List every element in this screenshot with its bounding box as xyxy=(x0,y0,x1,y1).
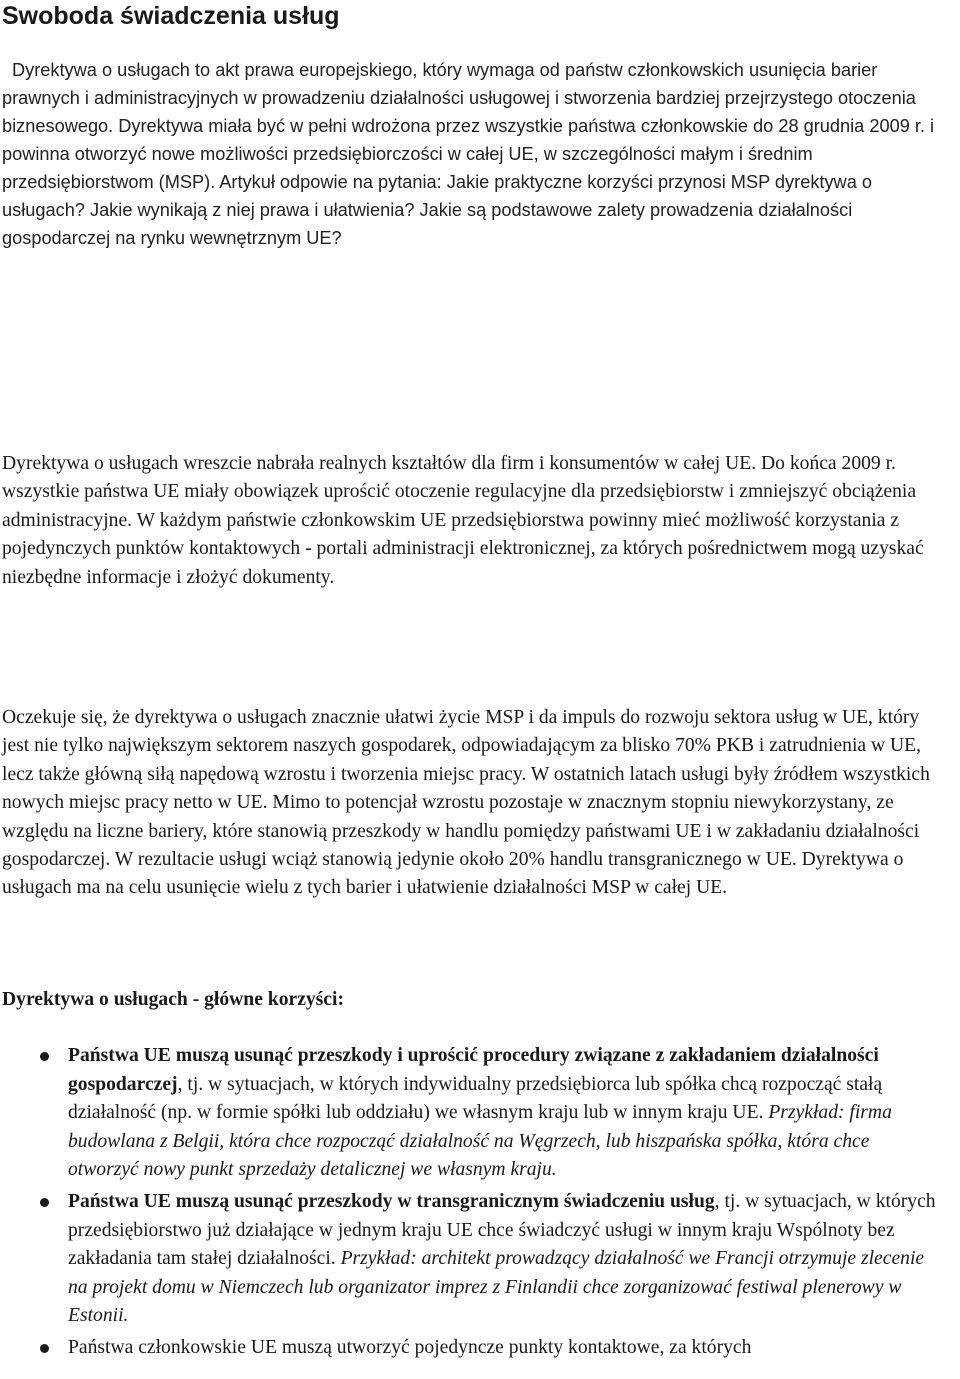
page-title: Swoboda świadczenia usług xyxy=(2,2,340,30)
benefit-bold-text: Państwa UE muszą usunąć przeszkody i uprościć procedury związane z zakładaniem działalności gospodarczej xyxy=(68,1045,879,1095)
list-item xyxy=(0,1042,940,1185)
list-item xyxy=(0,1188,940,1331)
intro-paragraph xyxy=(2,56,947,252)
paragraph-single-points: Dyrektywa o usługach wreszcie nabrała realnych kształtów dla firm i konsumentów w całej UE. Do końca 2009 r. wszystkie państwa UE miały obowiązek uprościć otoczenie regulacyjne dla przedsiębiorstw i zmniejszyć obciążenia administracyjne. W każdym państwie członkowskim UE przedsiębiorstwa powinny mieć możliwość korzystania z pojedynczych punktów kontaktowych - portali administracji elektronicznej, za których pośrednictwem mogą uzyskać niezbędne informacje i złożyć dokumenty. xyxy=(2,453,924,588)
bullet-icon xyxy=(40,1052,49,1061)
bullet-icon xyxy=(40,1344,49,1353)
bullet-icon xyxy=(40,1198,49,1207)
list-item xyxy=(0,1334,940,1363)
benefit-text: Państwa członkowskie UE muszą utworzyć pojedyncze punkty kontaktowe, za których xyxy=(68,1336,752,1358)
benefit-bold-text: Państwa UE muszą usunąć przeszkody w transgranicznym świadczeniu usług xyxy=(68,1190,715,1212)
intro-text: Dyrektywa o usługach to akt prawa europejskiego, który wymaga od państw członkowskich usunięcia barier prawnych i administracyjnych w prowadzeniu działalności usługowej i stworzenia bardziej przejrzystego otoczenia biznesowego. Dyrektywa miała być w pełni wdrożona przez wszystkie państwa członkowskie do 28 grudnia 2009 r. i powinna otworzyć nowe możliwości przedsiębiorczości w całej UE, w szczególności małym i średnim przedsiębiorstwom (MSP). Artykuł odpowie na pytania: Jakie praktyczne korzyści przynosi MSP dyrektywa o usługach? Jakie wynikają z niej prawa i ułatwienia? Jakie są podstawowe zalety prowadzenia działalności gospodarczej na rynku wewnętrznym UE? xyxy=(2,60,935,248)
benefit-text: , tj. w sytuacjach, w których przedsiębiorstwo już działające w jednym kraju UE chce świadczyć usługi w innym kraju Wspólnoty bez zakładania tam stałej działalności. xyxy=(68,1190,936,1270)
benefits-list xyxy=(0,1042,940,1366)
paragraph-expectations: Oczekuje się, że dyrektywa o usługach znacznie ułatwi życie MSP i da impuls do rozwoju sektora usług w UE, który jest nie tylko największym sektorem naszych gospodarek, odpowiadającym za blisko 70% PKB i zatrudnienia w UE, lecz także główną siłą napędową wzrostu i tworzenia miejsc pracy. W ostatnich latach usługi były źródłem wszystkich nowych miejsc pracy netto w UE. Mimo to potencjał wzrostu pozostaje w znacznym stopniu niewykorzystany, ze względu na liczne bariery, które stanowią przeszkody w handlu pomiędzy państwami UE i w zakładaniu działalności gospodarczej. W rezultacie usługi wciąż stanowią jedynie około 20% handlu transgranicznego w UE. Dyrektywa o usługach ma na celu usunięcie wielu z tych barier i ułatwienie działalności MSP w całej UE. xyxy=(2,707,930,899)
benefit-example: Przykład: firma budowlana z Belgii, która chce rozpocząć działalność na Węgrzech, lub hiszpańska spółka, która chce otworzyć nowy punkt sprzedaży detalicznej we własnym kraju. xyxy=(68,1102,892,1181)
benefit-text: , tj. w sytuacjach, w których indywidualny przedsiębiorca lub spółka chcą rozpocząć stałą działalność (np. w formie spółki lub oddziału) we własnym kraju lub w innym kraju UE. xyxy=(68,1073,883,1124)
benefits-heading: Dyrektywa o usługach - główne korzyści: xyxy=(2,989,344,1010)
benefit-example: Przykład: architekt prowadzący działalność we Francji otrzymuje zlecenie na projekt domu w Niemczech lub organizator imprez z Finlandii chce zorganizować festiwal plenerowy w Estonii. xyxy=(68,1248,925,1327)
